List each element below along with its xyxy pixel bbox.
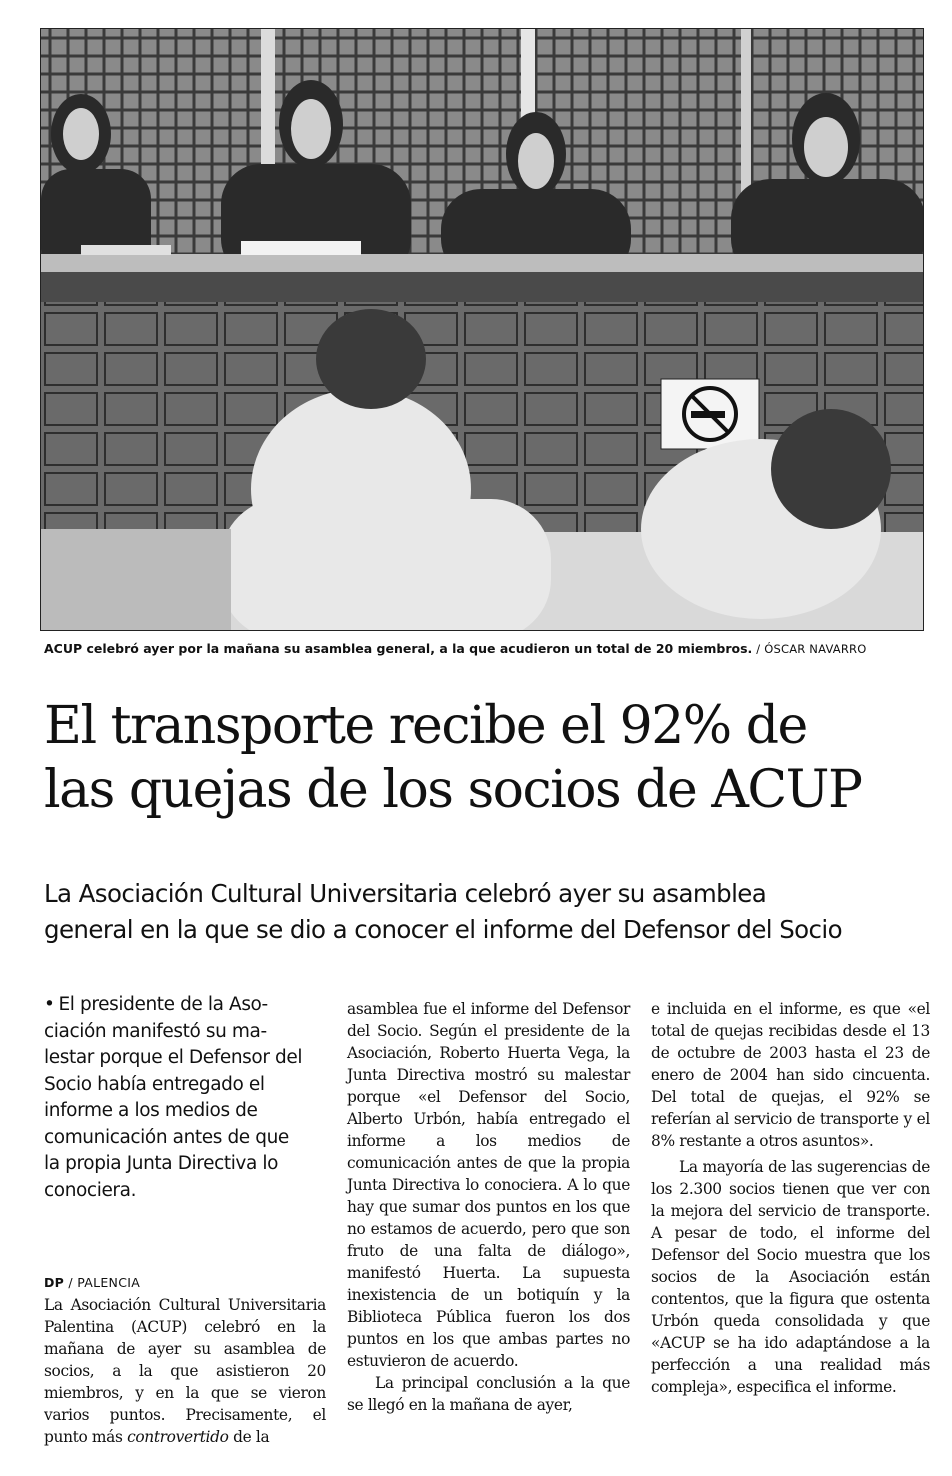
- pull-quote: [44, 992, 306, 1204]
- photo-credit: / ÓSCAR NAVARRO: [756, 642, 867, 656]
- caption-text: ACUP celebró ayer por la mañana su asamblea general, a la que acudieron un total de 20 miembros.: [44, 641, 753, 656]
- headline-line-1: El transporte recibe el 92% de: [44, 696, 807, 756]
- photo-caption: [44, 641, 944, 656]
- dateline: [44, 1275, 140, 1290]
- article-paragraph: La principal conclusión a la que se llegó en la mañana de ayer,: [347, 1374, 630, 1414]
- article-paragraph: asamblea fue el informe del Defensor del Socio. Según el presidente de la Asociación, Roberto Huerta Vega, la Junta Directiva mostró su malestar porque «el Defensor del Socio, Alberto Urbón, había entregado el informe a los medios de comunicación antes de que la propia Junta Directiva lo conociera. A lo que hay que sumar dos puntos en los que no estamos de acuerdo, pero que son fruto de una falta de diálogo», manifestó Huerta. La supuesta inexistencia de un botiquín y la Biblioteca Pública fueron los dos puntos en los que ambas partes no estuvieron de acuerdo.: [347, 1000, 630, 1370]
- photo-illustration: [41, 29, 924, 631]
- dateline-source: DP: [44, 1275, 65, 1290]
- article-paragraph: [44, 1294, 326, 1448]
- article-text: de la: [228, 1428, 270, 1446]
- dateline-place: / PALENCIA: [68, 1275, 141, 1290]
- subheadline-line-2: general en la que se dio a conocer el informe del Defensor del Socio: [44, 915, 843, 944]
- pull-quote-text: El presidente de la Asociación manifestó su malestar porque el Defensor del Socio había entregado el informe a los medios de comunicación antes de que la propia Junta Directiva lo conociera.: [44, 994, 303, 1201]
- article-column-2: [347, 998, 630, 1416]
- headline-line-2: las quejas de los socios de ACUP: [44, 760, 862, 820]
- article-paragraph: La mayoría de las sugerencias de los 2.300 socios tienen que ver con la mejora del servicio de transporte. A pesar de todo, el informe del Defensor del Socio muestra que los socios de la Asociación están contentos, que la figura que ostenta Urbón queda consolidada y que «ACUP se ha ido adaptándose a la perfección a una realidad más compleja», especifica el informe.: [651, 1158, 930, 1396]
- bullet-icon: •: [44, 994, 55, 1015]
- article-column-3: [651, 998, 930, 1398]
- subheadline-line-1: La Asociación Cultural Universitaria celebró ayer su asamblea: [44, 879, 767, 908]
- article-text: La Asociación Cultural Universitaria Palentina (ACUP) celebró en la mañana de ayer su asamblea de socios, a la que asistieron 20 miembros, y en la que se vieron varios puntos. Precisamente, el punto más: [44, 1296, 326, 1446]
- article-column-1: [44, 1294, 326, 1448]
- headline: [44, 694, 944, 822]
- subheadline: [44, 876, 944, 948]
- article-paragraph: e incluida en el informe, es que «el total de quejas recibidas desde el 13 de octubre de 2003 hasta el 23 de enero de 2004 han sido cincuenta. Del total de quejas, el 92% se referían al servicio de transporte y el 8% restante a otros asuntos».: [651, 1000, 930, 1150]
- article-italic-word: controvertido: [127, 1428, 229, 1446]
- news-photo: [40, 28, 924, 631]
